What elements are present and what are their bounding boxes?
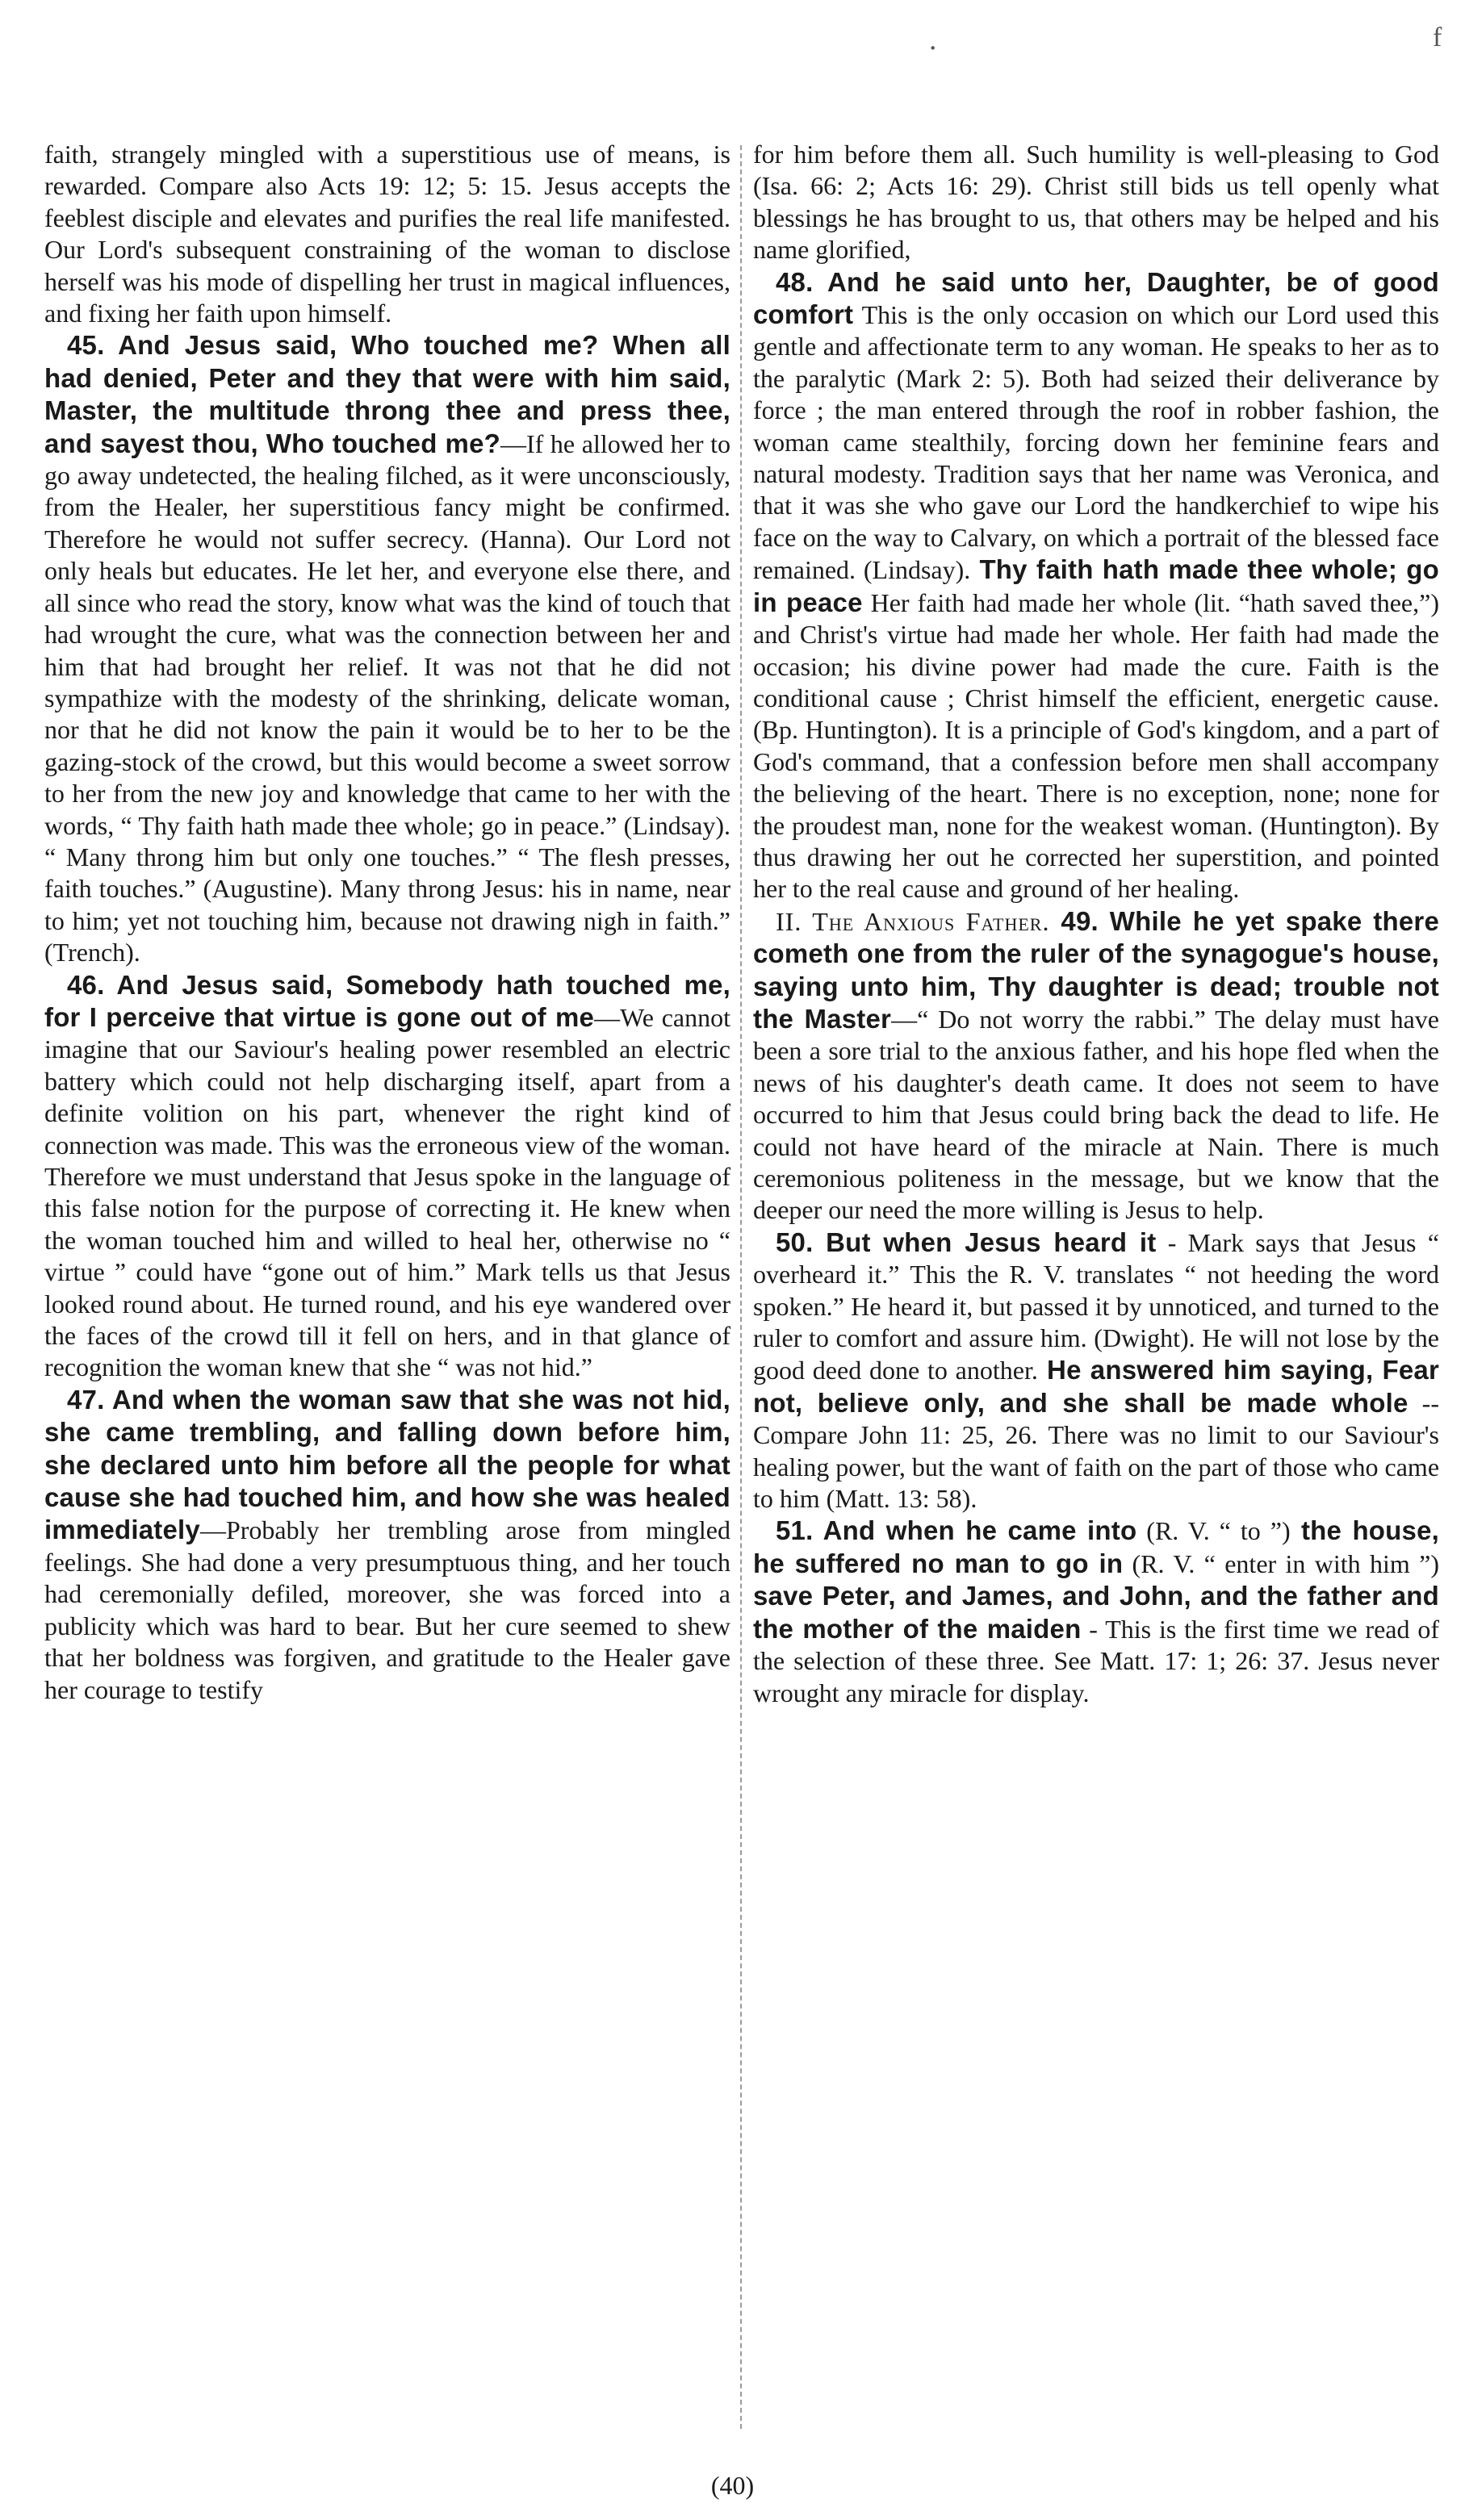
paragraph-verse-45 xyxy=(44,329,730,968)
commentary-46: —We cannot imagine that our Saviour's healing power resembled an electric battery which could not help discharging itself, apart from a definite volition on his part, whenever the right kind of connection was made. This was the erroneous view of the woman. Therefore we must understand that Jesus spoke in the language of this false notion for the purpose of correcting it. He knew when the woman touched him and willed to heal her, otherwise no “ virtue ” could have “gone out of him.” Mark tells us that Jesus looked round about. He turned round, and his eye wandered over the faces of the crowd till it fell on hers, and in that glance of recognition the woman knew that she “ was not hid.” xyxy=(44,1002,730,1382)
verse-51b-text: the house, he suffered no man to go in xyxy=(753,1515,1439,1578)
verse-51-text: 51. And when he came into xyxy=(776,1515,1137,1546)
verse-48-text: 48. And he said unto her, Daughter, be of good comfort xyxy=(753,266,1439,330)
verse-47-text: 47. And when the woman saw that she was not hid, she came trembling, and falling down before him, she declared unto him before all the people for what cause she had touched him, and how she was healed immediately xyxy=(44,1384,730,1545)
commentary-51c: - This is the first time we read of the selection of these three. See Matt. 17: 1; 26: 37. Jesus never wrought any miracle for display. xyxy=(753,1614,1440,1707)
commentary-51a: (R. V. “ to ”) xyxy=(1136,1516,1291,1546)
column-divider xyxy=(740,145,742,2429)
commentary-45: —If he allowed her to go away undetected, the healing filched, as it were unconsciously, from the Healer, her superstitious fancy might be confirmed. Therefore he would not suffer secrecy. (Hanna). Our Lord not only heals but educates. He let her, and everyone else there, and all since who read the story, know what was the kind of touch that had wrought the cure, what was the connection between her and him that had brought her relief. It was not that he did not sympathize with the modesty of the shrinking, delicate woman, nor that he did not know the pain it would be to her to be the gazing-stock of the crowd, but this would become a sweet sorrow to her from the new joy and knowledge that came to her with the words, “ Thy faith hath made thee whole; go in peace.” (Lindsay). “ Many throng him but only one touches.” “ The flesh presses, faith touches.” (Augustine). Many throng Jesus: his in name, near to him; yet not touching him, because not drawing nigh in faith.” (Trench). xyxy=(44,428,731,967)
paragraph-intro: faith, strangely mingled with a superstitious use of means, is rewarded. Compare also Acts 19: 12; 5: 15. Jesus accepts the feeblest disciple and elevates and purifies the real life manifested. Our Lord's subsequent constraining of the woman to disclose herself was his mode of dispelling her trust in magical influences, and fixing her faith upon himself. xyxy=(44,140,730,328)
verse-45-text: 45. And Jesus said, Who touched me? When all had denied, Peter and they that were with him said, Master, the multitude throng thee and press thee, and sayest thou, Who touched me? xyxy=(44,330,730,458)
page-body xyxy=(44,139,1445,2439)
commentary-50b: -- Compare John 11: 25, 26. There was no limit to our Saviour's healing power, but the want of faith on the part of those who came to him (Matt. 13: 58). xyxy=(753,1388,1440,1514)
paragraph-verse-51 xyxy=(753,1515,1439,1708)
verse-50b-text: He answered him saying, Fear not, believe only, and she shall be made whole xyxy=(753,1355,1440,1418)
verse-51c-text: save Peter, and James, and John, and the father and the mother of the maiden xyxy=(753,1581,1439,1644)
paragraph-verse-49 xyxy=(753,905,1439,1227)
commentary-49: —“ Do not worry the rabbi.” The delay must have been a sore trial to the anxious father, and his hope fled when the news of his daughter's death came. It does not seem to have occurred to him that Jesus could bring back the dead to life. He could not have heard of the miracle at Nain. There is much ceremonious politeness in the message, but we know that the deeper our need the more willing is Jesus to help. xyxy=(753,1004,1439,1225)
commentary-47: —Probably her trembling arose from mingled feelings. She had done a very presumptuous thing, and her touch had ceremonially defiled, moreover, she was forced into a publicity which was hard to bear. But her cure seemed to shew that her boldness was forgiven, and gratitude to the Healer gave her courage to testify xyxy=(44,1515,730,1704)
print-mark: ․ xyxy=(928,26,938,56)
paragraph-verse-46 xyxy=(44,969,730,1384)
commentary-50: - Mark says that Jesus “ overheard it.” This the R. V. translates “ not heeding the word spoken.” He heard it, but passed it by unnoticed, and turned to the ruler to comfort and assure him. (Dwight). He will not lose by the good deed done to another. xyxy=(753,1227,1439,1385)
right-column xyxy=(753,139,1439,1709)
verse-46-text: 46. And Jesus said, Somebody hath touched me, for I perceive that virtue is gone out of me xyxy=(44,969,730,1032)
commentary-48b: Her faith had made her whole (lit. “hath saved thee,”) and Christ's virtue had made her whole. Her faith had made the occasion; his divine power had made the cure. Faith is the conditional cause ; Christ himself the efficient, energetic cause. (Bp. Huntington). It is a principle of God's kingdom, and a part of God's command, that a confession before men shall accompany the believing of the heart. There is no exception, none; none for the proudest man, none for the weakest woman. (Huntington). By thus drawing her out he corrected her superstition, and pointed her to the real cause and ground of her healing. xyxy=(753,587,1439,904)
section-heading: II. The Anxious Father. xyxy=(776,906,1050,936)
commentary-48: This is the only occasion on which our Lord used this gentle and affectionate term to any woman. He speaks to her as to the paralytic (Mark 2: 5). Both had seized their deliverance by force ; the man entered through the roof in robber fashion, the woman came stealthily, forcing down her feminine fears and natural modesty. Tradition says that her name was Veronica, and that it was she who gave our Lord the handkerchief to wipe his face on the way to Calvary, on which a portrait of the blessed face remained. (Lindsay). xyxy=(753,300,1439,585)
paragraph-verse-50 xyxy=(753,1227,1439,1515)
commentary-51b: (R. V. “ enter in with him ”) xyxy=(1123,1548,1440,1578)
left-column xyxy=(44,139,730,1706)
verse-50-text: 50. But when Jesus heard it xyxy=(776,1227,1157,1257)
paragraph-verse-48 xyxy=(753,266,1439,905)
verse-48b-text: Thy faith hath made thee whole; go in peace xyxy=(753,554,1439,617)
verse-49-text: 49. While he yet spake there cometh one from the ruler of the synagogue's house, saying unto him, Thy daughter is dead; trouble not the Master xyxy=(753,905,1439,1034)
page-number: (40) xyxy=(710,2471,755,2500)
header-mark: f xyxy=(1433,23,1442,52)
paragraph-continuation: for him before them all. Such humility is well-pleasing to God (Isa. 66: 2; Acts 16: 29). Christ still bids us tell openly what blessings he has brought to us, that others may be helped and his name glorified, xyxy=(753,140,1439,265)
paragraph-verse-47 xyxy=(44,1384,730,1706)
